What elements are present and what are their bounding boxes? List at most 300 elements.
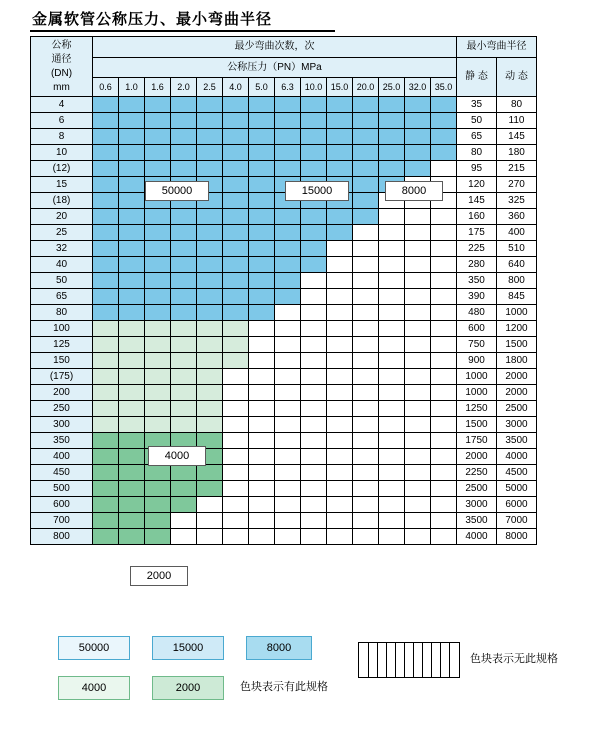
spec-cell [197,513,223,529]
spec-cell [301,97,327,113]
spec-cell [93,529,119,545]
spec-cell [249,449,275,465]
spec-cell [327,129,353,145]
pressure-col-header: 2.5 [197,78,223,97]
pressure-col-header: 6.3 [275,78,301,97]
spec-cell [275,401,301,417]
spec-cell [171,385,197,401]
spec-cell [223,369,249,385]
spec-cell [145,385,171,401]
pressure-col-header: 1.0 [119,78,145,97]
static-radius-value: 390 [457,289,497,305]
spec-cell [145,305,171,321]
legend-item-8000: 8000 [246,636,312,660]
spec-cell [93,369,119,385]
spec-cell [119,401,145,417]
legend-hatch-swatch [358,642,460,678]
spec-cell [93,241,119,257]
table-row [31,497,537,513]
spec-cell [197,337,223,353]
spec-cell [275,481,301,497]
spec-cell [119,225,145,241]
spec-cell [249,209,275,225]
min-radius-header: 最小弯曲半径 [457,37,537,58]
spec-cell [145,465,171,481]
spec-cell [119,289,145,305]
spec-cell [275,241,301,257]
dn-value: 20 [31,209,93,225]
legend-item-2000: 2000 [152,676,224,700]
static-radius-value: 35 [457,97,497,113]
spec-cell [93,273,119,289]
spec-cell [249,433,275,449]
table-row [31,273,537,289]
static-radius-value: 480 [457,305,497,321]
dn-value: 450 [31,465,93,481]
spec-cell [327,513,353,529]
spec-cell [301,369,327,385]
spec-cell [145,497,171,513]
spec-cell [405,401,431,417]
dn-value: 300 [31,417,93,433]
dynamic-radius-value: 360 [497,209,537,225]
dynamic-radius-value: 3000 [497,417,537,433]
table-row [31,289,537,305]
spec-cell [93,449,119,465]
spec-cell [327,449,353,465]
spec-cell [223,353,249,369]
spec-cell [301,225,327,241]
dn-value: 800 [31,529,93,545]
spec-cell [379,97,405,113]
spec-cell [379,145,405,161]
dynamic-radius-value: 5000 [497,481,537,497]
spec-cell [275,433,301,449]
spec-cell [353,145,379,161]
spec-cell [119,369,145,385]
spec-cell [119,145,145,161]
dynamic-radius-value: 325 [497,193,537,209]
dn-value: 10 [31,145,93,161]
spec-cell [353,529,379,545]
spec-cell [431,385,457,401]
pressure-col-header: 20.0 [353,78,379,97]
spec-cell [327,385,353,401]
spec-cell [379,529,405,545]
table-row [31,161,537,177]
spec-cell [301,129,327,145]
spec-cell [431,513,457,529]
spec-cell [145,481,171,497]
spec-cell [353,433,379,449]
spec-cell [223,433,249,449]
spec-cell [301,337,327,353]
spec-cell [119,481,145,497]
spec-cell [275,289,301,305]
header-row-2 [31,58,537,78]
spec-cell [93,161,119,177]
spec-cell [275,209,301,225]
spec-cell [197,481,223,497]
spec-cell [327,257,353,273]
spec-cell [275,97,301,113]
spec-cell [431,209,457,225]
spec-cell [301,305,327,321]
spec-cell [405,369,431,385]
spec-cell [249,417,275,433]
spec-table [30,36,537,545]
spec-cell [379,449,405,465]
spec-cell [197,161,223,177]
dn-value: (18) [31,193,93,209]
spec-cell [119,161,145,177]
spec-cell [405,209,431,225]
spec-cell [353,161,379,177]
dynamic-radius-value: 1200 [497,321,537,337]
table-row [31,513,537,529]
spec-cell [197,209,223,225]
spec-cell [171,129,197,145]
spec-cell [223,481,249,497]
spec-cell [301,465,327,481]
spec-cell [93,97,119,113]
dynamic-radius-value: 510 [497,241,537,257]
spec-cell [327,481,353,497]
dn-value: 700 [31,513,93,529]
spec-cell [379,513,405,529]
spec-cell [171,529,197,545]
table-body [31,97,537,545]
static-radius-value: 225 [457,241,497,257]
spec-cell [93,305,119,321]
spec-cell [379,225,405,241]
spec-cell [327,305,353,321]
spec-cell [197,305,223,321]
static-radius-value: 350 [457,273,497,289]
spec-cell [431,289,457,305]
spec-cell [171,481,197,497]
dn-value: 6 [31,113,93,129]
spec-cell [119,273,145,289]
static-radius-value: 3500 [457,513,497,529]
dn-value: (12) [31,161,93,177]
spec-cell [327,145,353,161]
spec-cell [301,385,327,401]
spec-cell [431,97,457,113]
spec-cell [145,97,171,113]
static-radius-value: 280 [457,257,497,273]
table-row [31,257,537,273]
spec-cell [223,145,249,161]
spec-cell [405,385,431,401]
spec-cell [353,273,379,289]
static-radius-value: 160 [457,209,497,225]
dynamic-radius-value: 110 [497,113,537,129]
spec-cell [93,417,119,433]
dynamic-header: 动 态 [497,58,537,97]
spec-cell [249,465,275,481]
spec-cell [249,305,275,321]
spec-cell [431,305,457,321]
spec-cell [379,257,405,273]
spec-cell [327,433,353,449]
spec-cell [119,177,145,193]
spec-cell [249,289,275,305]
spec-cell [353,225,379,241]
spec-cell [249,353,275,369]
spec-cell [171,257,197,273]
table-row [31,145,537,161]
spec-cell [405,305,431,321]
spec-cell [379,209,405,225]
spec-cell [379,417,405,433]
spec-cell [223,129,249,145]
spec-cell [119,209,145,225]
spec-cell [353,193,379,209]
spec-cell [353,481,379,497]
spec-cell [93,193,119,209]
spec-cell [171,401,197,417]
spec-cell [249,257,275,273]
spec-cell [145,353,171,369]
callout-8000: 8000 [385,181,443,201]
spec-cell [249,273,275,289]
dn-value: 80 [31,305,93,321]
spec-cell [197,289,223,305]
spec-cell [119,257,145,273]
spec-cell [431,353,457,369]
pressure-col-header: 1.6 [145,78,171,97]
spec-cell [301,161,327,177]
spec-cell [275,385,301,401]
spec-cell [93,465,119,481]
spec-cell [223,209,249,225]
spec-cell [93,177,119,193]
spec-cell [431,241,457,257]
spec-cell [431,433,457,449]
spec-cell [327,161,353,177]
spec-cell [379,465,405,481]
spec-cell [405,449,431,465]
spec-cell [223,225,249,241]
spec-cell [145,257,171,273]
spec-cell [353,401,379,417]
table-row [31,385,537,401]
static-radius-value: 1000 [457,385,497,401]
spec-cell [379,497,405,513]
spec-cell [379,273,405,289]
spec-cell [249,401,275,417]
spec-cell [327,225,353,241]
static-radius-value: 2500 [457,481,497,497]
dynamic-radius-value: 6000 [497,497,537,513]
spec-cell [301,401,327,417]
spec-cell [275,305,301,321]
spec-cell [171,97,197,113]
static-radius-value: 175 [457,225,497,241]
callout-2000: 2000 [130,566,188,586]
spec-cell [379,129,405,145]
spec-cell [379,353,405,369]
spec-cell [93,225,119,241]
dn-line-3: (DN) [50,67,73,79]
dn-value: 150 [31,353,93,369]
spec-cell [275,225,301,241]
spec-cell [119,353,145,369]
spec-cell [197,369,223,385]
table-row [31,337,537,353]
spec-cell [93,257,119,273]
spec-cell [379,369,405,385]
spec-cell [93,289,119,305]
spec-cell [275,257,301,273]
spec-cell [327,289,353,305]
spec-cell [327,417,353,433]
spec-cell [145,113,171,129]
spec-cell [379,241,405,257]
spec-cell [171,209,197,225]
spec-cell [327,97,353,113]
spec-cell [249,497,275,513]
callout-15000: 15000 [285,181,349,201]
spec-cell [145,513,171,529]
spec-cell [379,161,405,177]
spec-cell [431,529,457,545]
spec-cell [353,241,379,257]
spec-cell [171,337,197,353]
spec-cell [93,513,119,529]
spec-cell [223,97,249,113]
dn-value: 125 [31,337,93,353]
spec-cell [171,321,197,337]
dynamic-radius-value: 845 [497,289,537,305]
spec-cell [353,289,379,305]
spec-cell [249,129,275,145]
spec-cell [197,273,223,289]
spec-cell [353,177,379,193]
spec-cell [171,353,197,369]
spec-cell [431,481,457,497]
dynamic-radius-value: 180 [497,145,537,161]
dynamic-radius-value: 80 [497,97,537,113]
spec-cell [353,209,379,225]
dynamic-radius-value: 4000 [497,449,537,465]
spec-cell [93,353,119,369]
spec-cell [405,481,431,497]
pressure-col-header: 0.6 [93,78,119,97]
spec-cell [275,145,301,161]
dynamic-radius-value: 215 [497,161,537,177]
table-row [31,353,537,369]
spec-cell [379,113,405,129]
dynamic-radius-value: 2000 [497,369,537,385]
table-row [31,401,537,417]
spec-cell [145,369,171,385]
spec-cell [301,353,327,369]
spec-cell [405,257,431,273]
spec-cell [197,241,223,257]
spec-cell [275,513,301,529]
spec-cell [275,161,301,177]
spec-cell [119,113,145,129]
table-row [31,529,537,545]
spec-cell [275,465,301,481]
spec-cell [379,433,405,449]
spec-cell [93,113,119,129]
spec-cell [223,273,249,289]
spec-cell [171,289,197,305]
static-radius-value: 600 [457,321,497,337]
dn-value: 250 [31,401,93,417]
spec-cell [249,113,275,129]
spec-cell [249,97,275,113]
dynamic-radius-value: 1000 [497,305,537,321]
static-radius-value: 120 [457,177,497,193]
spec-cell [431,145,457,161]
pressure-col-header: 32.0 [405,78,431,97]
spec-cell [275,449,301,465]
spec-cell [145,209,171,225]
spec-cell [93,433,119,449]
spec-cell [301,513,327,529]
spec-cell [249,337,275,353]
spec-cell [431,257,457,273]
spec-cell [197,225,223,241]
dn-value: 8 [31,129,93,145]
spec-cell [197,353,223,369]
pressure-col-header: 2.0 [171,78,197,97]
spec-cell [405,241,431,257]
spec-cell [223,385,249,401]
spec-cell [327,273,353,289]
spec-cell [223,113,249,129]
spec-cell [353,257,379,273]
spec-cell [119,433,145,449]
dn-value: 50 [31,273,93,289]
spec-cell [405,97,431,113]
legend-item-50000: 50000 [58,636,130,660]
static-radius-value: 95 [457,161,497,177]
dn-value: 600 [31,497,93,513]
table-row [31,465,537,481]
spec-cell [275,529,301,545]
spec-cell [405,529,431,545]
spec-cell [171,305,197,321]
spec-cell [223,401,249,417]
spec-cell [171,113,197,129]
spec-cell [405,433,431,449]
spec-cell [223,417,249,433]
spec-cell [93,481,119,497]
table-row [31,369,537,385]
spec-cell [93,497,119,513]
dn-value: 32 [31,241,93,257]
spec-cell [223,161,249,177]
pressure-col-header: 4.0 [223,78,249,97]
spec-cell [93,385,119,401]
dynamic-radius-value: 2000 [497,385,537,401]
spec-cell [197,321,223,337]
spec-cell [197,417,223,433]
spec-cell [353,417,379,433]
spec-cell [197,257,223,273]
spec-cell [119,129,145,145]
spec-cell [301,529,327,545]
spec-cell [275,369,301,385]
spec-cell [249,369,275,385]
dn-value: 15 [31,177,93,193]
spec-cell [249,177,275,193]
